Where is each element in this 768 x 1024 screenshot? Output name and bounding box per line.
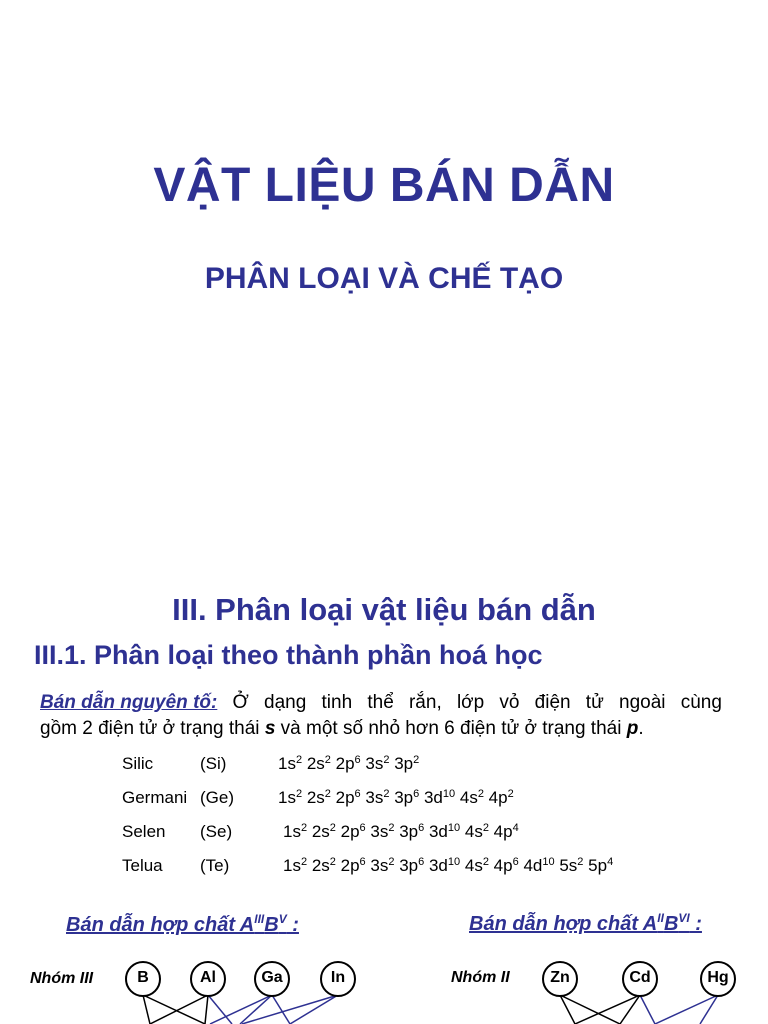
group-label-ii: Nhóm II <box>451 969 510 986</box>
section-title: III. Phân loại vật liệu bán dẫn <box>172 592 596 627</box>
orbital-label: 4p <box>483 788 508 807</box>
electron-count: 6 <box>512 856 519 868</box>
element-symbol: (Se) <box>200 822 233 841</box>
heading-prefix: Bán dẫn hợp chất A <box>66 914 255 936</box>
paragraph-word: dạng <box>264 692 307 713</box>
heading-suffix: : <box>286 914 299 936</box>
paragraph-word: lớp <box>456 692 485 713</box>
electron-count: 6 <box>359 822 366 834</box>
electron-count: 2 <box>482 822 489 834</box>
bond-line <box>143 995 150 1024</box>
orbital-label: 4p <box>488 822 513 841</box>
electron-count: 4 <box>607 856 614 868</box>
bond-line <box>150 995 208 1024</box>
element-symbol: (Te) <box>200 856 230 875</box>
electron-count: 4 <box>512 822 519 834</box>
paragraph-word: vỏ <box>499 692 520 713</box>
electron-count: 2 <box>300 856 308 868</box>
orbital-label: 2s <box>302 788 325 807</box>
electron-count: 6 <box>418 822 425 834</box>
electron-count: 6 <box>413 788 420 800</box>
atom-al: Al <box>190 961 226 997</box>
orbital-label: 3s <box>365 856 389 875</box>
orbital-label: 3d <box>419 788 443 807</box>
orbital-label: 4d <box>518 856 543 875</box>
paragraph-word: thể <box>367 692 394 713</box>
bond-line <box>272 995 290 1024</box>
heading-sup-b: VI <box>678 911 690 925</box>
paragraph-word: ngoài <box>619 692 666 713</box>
orbital-label: 2p <box>335 856 360 875</box>
orbital-label: 2p <box>335 822 360 841</box>
atom-zn: Zn <box>542 961 578 997</box>
orbital-s: s <box>264 718 276 739</box>
bond-line <box>560 995 620 1024</box>
electron-count: 10 <box>442 788 456 800</box>
line2-text-a: gồm 2 điện tử ở trạng thái <box>40 718 265 739</box>
electron-count: 2 <box>329 822 336 834</box>
orbital-label: 2s <box>307 856 330 875</box>
bond-line <box>290 995 338 1024</box>
orbital-label: 5s <box>554 856 578 875</box>
orbital-label: 3p <box>389 788 414 807</box>
orbital-label: 3s <box>360 754 384 773</box>
orbital-label: 3d <box>424 822 448 841</box>
heading-suffix: : <box>689 913 702 935</box>
electron-count: 10 <box>542 856 555 868</box>
electron-count: 2 <box>300 822 308 834</box>
electron-count: 2 <box>383 754 390 766</box>
electron-count: 2 <box>383 788 390 800</box>
orbital-label: 5p <box>583 856 608 875</box>
heading-mid: B <box>663 913 679 935</box>
electron-count: 6 <box>418 856 425 868</box>
atom-hg: Hg <box>700 961 736 997</box>
paragraph-word: Ở <box>232 692 249 713</box>
atom-in: In <box>320 961 356 997</box>
element-name: Selen <box>122 822 166 841</box>
orbital-label: 2s <box>302 754 325 773</box>
electron-count: 6 <box>354 788 361 800</box>
group-label-iii: Nhóm III <box>30 970 94 987</box>
line2-end: . <box>638 718 644 739</box>
bond-line <box>640 995 655 1024</box>
orbital-label: 1s <box>283 822 301 841</box>
slide-title: VẬT LIỆU BÁN DẪN <box>153 159 615 212</box>
paragraph-word: rắn, <box>408 692 442 713</box>
orbital-label: 2p <box>330 754 355 773</box>
orbital-label: 4s <box>460 856 483 875</box>
orbital-label: 3p <box>394 822 419 841</box>
atom-ga: Ga <box>254 961 290 997</box>
orbital-label: 2p <box>330 788 355 807</box>
electron-count: 2 <box>507 788 514 800</box>
orbital-label: 4s <box>460 822 483 841</box>
heading-sup-b: V <box>278 912 287 926</box>
line2-text-b: và một số nhỏ hơn 6 điện tử ở trạng thái <box>275 718 627 739</box>
paragraph-word: cùng <box>680 692 722 713</box>
atom-b: B <box>125 961 161 997</box>
electron-count: 2 <box>295 788 303 800</box>
electron-count: 2 <box>329 856 336 868</box>
bond-line <box>205 995 208 1024</box>
orbital-label: 3p <box>389 754 414 773</box>
orbital-p: p <box>626 718 639 739</box>
orbital-label: 1s <box>278 788 296 807</box>
electron-count: 2 <box>413 754 420 766</box>
element-symbol: (Si) <box>200 754 227 773</box>
orbital-label: 3s <box>360 788 384 807</box>
element-name: Germani <box>122 788 188 807</box>
slide-subtitle: PHÂN LOẠI VÀ CHẾ TẠO <box>204 262 564 295</box>
term-elemental-semiconductor: Bán dẫn nguyên tố: <box>40 692 218 713</box>
heading-prefix: Bán dẫn hợp chất A <box>469 913 658 935</box>
bond-line <box>143 995 205 1024</box>
electron-count: 2 <box>577 856 584 868</box>
paragraph-word: điện <box>534 692 571 713</box>
heading-sup-a: III <box>254 912 265 926</box>
heading-mid: B <box>264 914 279 936</box>
electron-count: 6 <box>359 856 366 868</box>
orbital-label: 3d <box>424 856 448 875</box>
orbital-label: 4s <box>455 788 478 807</box>
electron-count: 2 <box>388 856 395 868</box>
orbital-label: 1s <box>283 856 301 875</box>
element-name: Telua <box>122 856 163 875</box>
electron-count: 10 <box>447 856 461 868</box>
electron-count: 2 <box>388 822 395 834</box>
atom-cd: Cd <box>622 961 658 997</box>
electron-count: 2 <box>324 788 331 800</box>
element-symbol: (Ge) <box>200 788 234 807</box>
element-name: Silic <box>122 754 154 773</box>
subsection-title: III.1. Phân loại theo thành phần hoá học <box>34 640 543 670</box>
electron-count: 6 <box>354 754 361 766</box>
orbital-label: 3p <box>394 856 419 875</box>
electron-count: 2 <box>477 788 484 800</box>
orbital-label: 1s <box>278 754 296 773</box>
orbital-label: 3s <box>365 822 389 841</box>
electron-count: 2 <box>324 754 331 766</box>
paragraph-word: tử <box>585 692 604 713</box>
paragraph-word: tinh <box>321 692 353 713</box>
orbital-label: 2s <box>307 822 330 841</box>
electron-count: 2 <box>295 754 303 766</box>
heading-sup-a: II <box>657 911 664 925</box>
orbital-label: 4p <box>488 856 513 875</box>
electron-count: 2 <box>482 856 489 868</box>
electron-count: 10 <box>447 822 461 834</box>
